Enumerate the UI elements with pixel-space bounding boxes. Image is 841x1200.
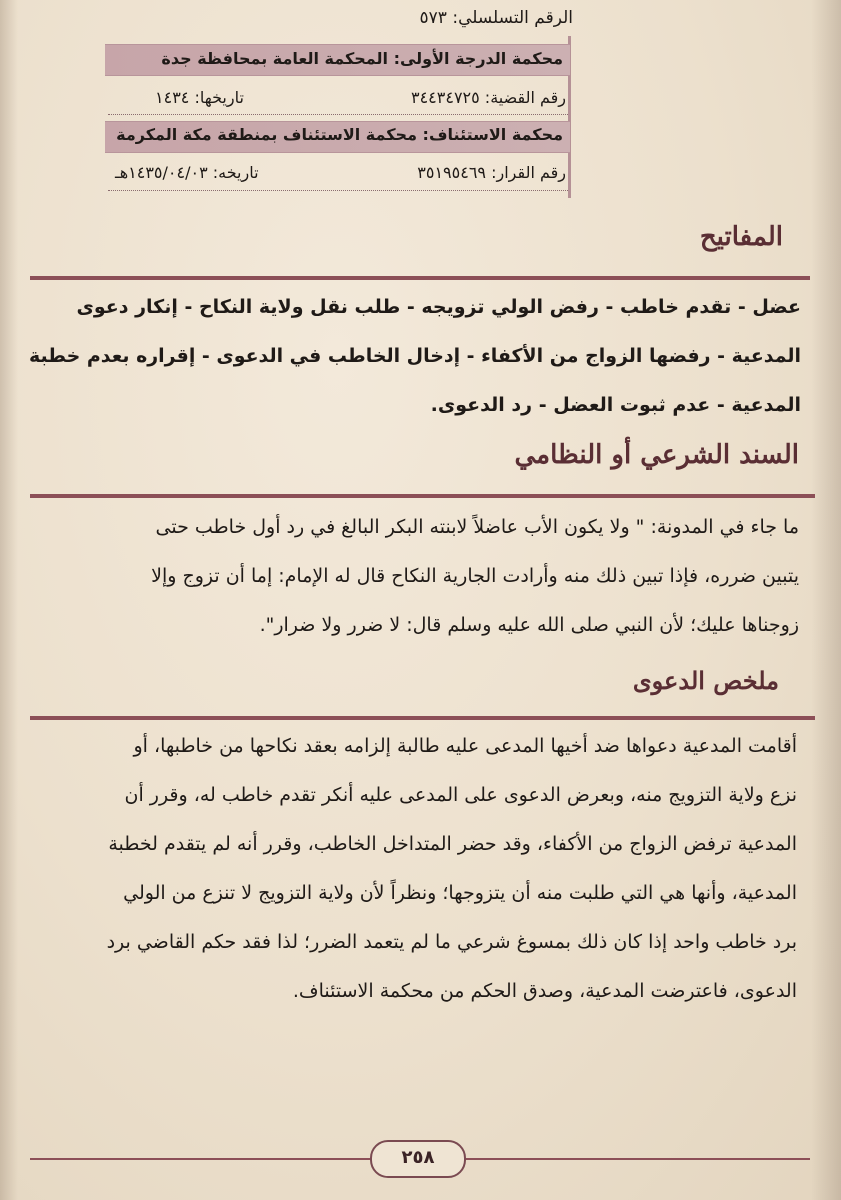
summary-line-2: نزع ولاية التزويج منه، وبعرض الدعوى على المدعى عليه أنكر تقدم خاطب له، وقرر أن [124, 784, 797, 806]
first-court: محكمة الدرجة الأولى: المحكمة العامة بمحافظة جدة [161, 49, 563, 68]
keywords-title: المفاتيح [699, 222, 783, 252]
legal-basis-line-1: ما جاء في المدونة: " ولا يكون الأب عاضلاً لابنته البكر البالغ في رد أول خاطب حتى [155, 516, 799, 538]
summary-line-6: الدعوى، فاعترضت المدعية، وصدق الحكم من محكمة الاستئناف. [292, 980, 797, 1002]
keywords-line-2: المدعية - رفضها الزواج من الأكفاء - إدخال الخاطب في الدعوى - إقراره بعدم خطبة [28, 345, 801, 367]
keywords-line-3: المدعية - عدم ثبوت العضل - رد الدعوى. [430, 394, 801, 416]
legal-basis-line-2: يتبين ضرره، فإذا تبين ذلك منه وأرادت الجارية النكاح قال له الإمام: إما أن تزوج وإلا [151, 565, 799, 587]
decision-row-rule [108, 190, 568, 191]
serial-number: الرقم التسلسلي: ٥٧٣ [419, 8, 573, 28]
case-number: رقم القضية: ٣٤٤٣٤٧٢٥ [410, 88, 566, 107]
page-number: ٢٥٨ [370, 1140, 466, 1178]
summary-title: ملخص الدعوى [632, 666, 779, 695]
decision-date: تاريخه: ١٤٣٥/٠٤/٠٣هـ [115, 163, 259, 182]
summary-line-1: أقامت المدعية دعواها ضد أخيها المدعى عليه طالبة إلزامه بعقد نكاحها من خاطبها، أو [133, 735, 797, 757]
summary-line-3: المدعية ترفض الزواج من الأكفاء، وقد حضر المتداخل الخاطب، وقرر أنه لم يتقدم لخطبة [108, 833, 797, 855]
page-shadow-left [0, 0, 18, 1200]
page-shadow-right [811, 0, 841, 1200]
keywords-line-1: عضل - تقدم خاطب - رفض الولي تزويجه - طلب نقل ولاية النكاح - إنكار دعوى [76, 296, 801, 318]
summary-line-4: المدعية، وأنها هي التي طلبت منه أن يتزوجها؛ ونظراً لأن ولاية التزويج لا تنزع من الولي [123, 882, 797, 904]
summary-rule [30, 716, 815, 720]
keywords-rule [30, 276, 810, 280]
legal-basis-rule [30, 494, 815, 498]
legal-basis-line-3: زوجناها عليك؛ لأن النبي صلى الله عليه وسلم قال: لا ضرر ولا ضرار". [259, 614, 799, 636]
decision-number: رقم القرار: ٣٥١٩٥٤٦٩ [417, 163, 566, 182]
case-date: تاريخها: ١٤٣٤ [155, 88, 244, 107]
case-row-rule [108, 114, 568, 115]
summary-line-5: برد خاطب واحد إذا كان ذلك بمسوغ شرعي ما لم يتعمد الضرر؛ لذا فقد حكم القاضي برد [106, 931, 797, 953]
legal-basis-title: السند الشرعي أو النظامي [514, 440, 799, 470]
appeal-court: محكمة الاستئناف: محكمة الاستئناف بمنطقة مكة المكرمة [116, 125, 563, 144]
